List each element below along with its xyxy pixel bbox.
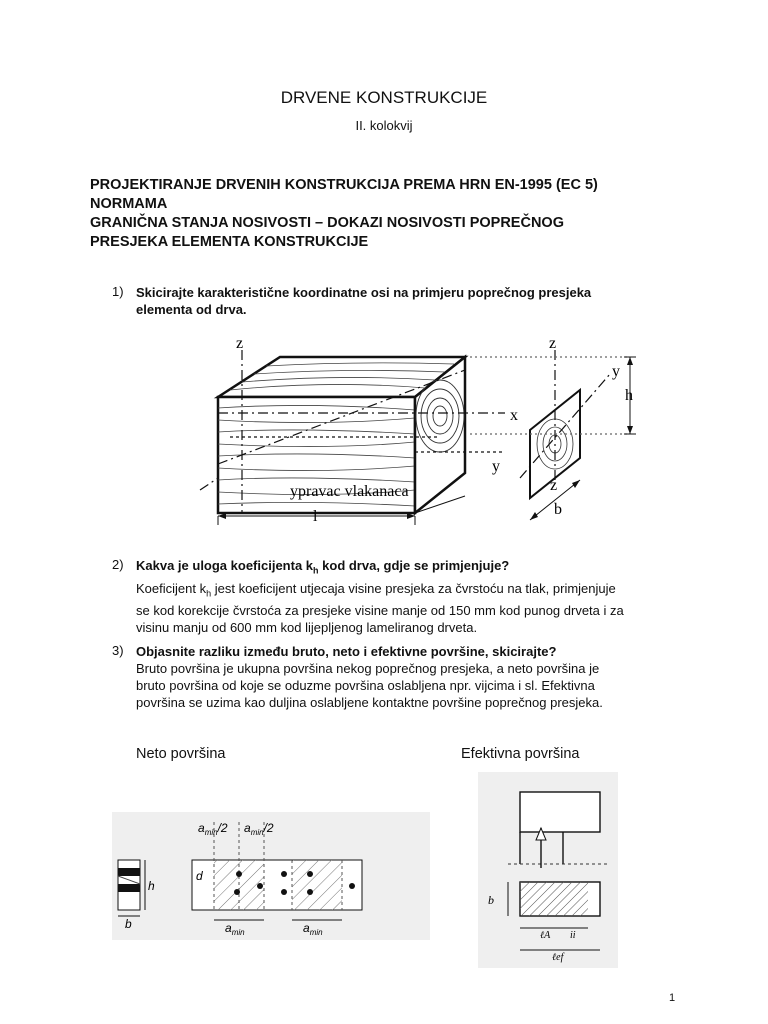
z-axis-label-left: z: [236, 335, 244, 352]
heading-line-3: GRANIČNA STANJA NOSIVOSTI – DOKAZI NOSIVOSTI POPREČNOG: [90, 215, 564, 231]
y-axis-label-left: y: [290, 483, 298, 500]
amin-label-2: $a_{min}$: [303, 921, 323, 937]
height-label: h: [625, 387, 633, 404]
z-axis-label-right-top: z: [549, 335, 557, 352]
document-subtitle: II. kolokvij: [355, 118, 413, 133]
question-3-number: 3): [112, 643, 124, 658]
lef-label: ℓef: [552, 952, 564, 963]
ii-label: ii: [570, 930, 576, 941]
answer-3-line-2: bruto površina od koje se oduzme površina oslabljena npr. vijcima i sl. Efektivna: [136, 678, 595, 693]
heading-line-1: PROJEKTIRANJE DRVENIH KONSTRUKCIJA PREMA HRN EN-1995 (EC 5): [90, 177, 598, 193]
question-2-text: Kakva je uloga koeficijenta $k_h$ kod drva, gdje se primjenjuje?: [136, 558, 510, 576]
amin-half-label-1: $a_{min}/2$: [198, 821, 228, 837]
question-3-text: Objasnite razliku između bruto, neto i efektivne površine, skicirajte?: [136, 644, 557, 659]
amin-label-1: $a_{min}$: [225, 921, 245, 937]
grain-direction-label: pravac vlakanaca: [298, 483, 409, 500]
answer-2-line-1: Koeficijent $k_h$ jest koeficijent utjecaja visine presjeka za čvrstoću na tlak, primjenjuje: [136, 580, 616, 599]
answer-3-line-3: površina se uzima kao duljina oslabljene kontaktne površine poprečnog presjeka.: [136, 695, 603, 710]
x-axis-label: x: [510, 407, 518, 424]
answer-2-line-3: visinu manju od 600 mm kod lijepljenog lameliranog drveta.: [136, 620, 478, 636]
question-1-number: 1): [112, 284, 124, 299]
d-label: d: [196, 869, 203, 883]
y-axis-label-right: y: [612, 363, 620, 380]
b-dim-label: b: [125, 917, 132, 931]
heading-line-4: PRESJEKA ELEMENTA KONSTRUKCIJE: [90, 234, 369, 250]
question-2-number: 2): [112, 557, 124, 572]
document-title: DRVENE KONSTRUKCIJE: [280, 88, 488, 107]
neto-area-label: Neto površina: [136, 746, 226, 762]
h-dim-label: h: [148, 879, 155, 893]
page-number: 1: [669, 992, 676, 1004]
width-label: b: [554, 501, 562, 518]
z-axis-label-right-bottom: z: [550, 477, 558, 494]
la-label: ℓA: [540, 930, 551, 941]
heading-line-2: NORMAMA: [90, 196, 168, 212]
y-axis-label-mid: y: [492, 458, 500, 475]
length-label: l: [313, 508, 318, 525]
neto-area-figure: [112, 812, 430, 940]
amin-half-label-2: $a_{min}/2$: [244, 821, 274, 837]
question-1-line-1: Skicirajte karakteristične koordinatne osi na primjeru poprečnog presjeka: [136, 285, 592, 300]
eff-b-label: b: [488, 893, 494, 907]
question-2: [136, 557, 696, 636]
upper-member: [520, 792, 600, 832]
answer-2-line-2: se kod korekcije čvrstoća za presjeke visine manje od 150 mm kod punog drveta i za: [136, 603, 624, 619]
effective-area-label: Efektivna površina: [461, 746, 580, 762]
effective-area-figure: [478, 772, 618, 968]
question-1-line-2: elementa od drva.: [136, 302, 247, 317]
question-1: [136, 284, 696, 318]
section-heading: [90, 176, 690, 252]
question-3: [136, 643, 696, 711]
answer-3-line-1: Bruto površina je ukupna površina nekog poprečnog presjeka, a neto površina je: [136, 661, 600, 676]
timber-axes-figure: [170, 330, 670, 545]
